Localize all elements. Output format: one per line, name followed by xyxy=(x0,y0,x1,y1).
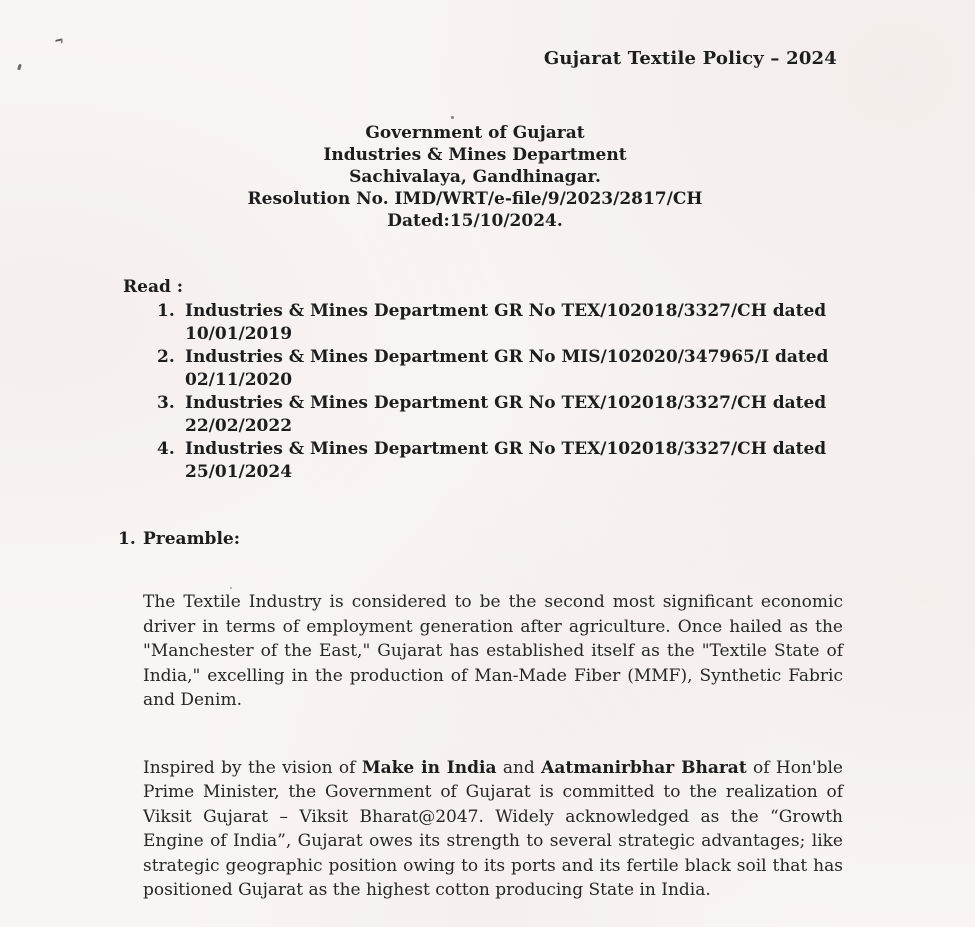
read-reference-item xyxy=(157,438,975,484)
list-item-number: 4. xyxy=(157,439,175,459)
letterhead-address: Sachivalaya, Gandhinagar. xyxy=(349,167,601,187)
gr-date: 02/11/2020 xyxy=(185,370,293,390)
letterhead-department: Industries & Mines Department xyxy=(323,145,627,165)
document-title: Gujarat Textile Policy – 2024 xyxy=(543,48,837,69)
letterhead-government: Government of Gujarat xyxy=(365,123,585,143)
gr-date: 22/02/2022 xyxy=(185,416,293,436)
list-item-text xyxy=(185,346,885,392)
preamble-paragraph-1: The Textile Industry is considered to be the second most significant economic driver in terms of employment generation after agriculture. Once hailed as the "Manchester of the East," Gujarat has established itself as the "Textile State of India," excelling in the production of Man-Made Fiber (MMF), Synthetic Fabric and Denim. xyxy=(143,592,843,710)
letterhead-date: Dated:15/10/2024. xyxy=(387,211,563,231)
list-item-text xyxy=(185,392,885,438)
read-label: Read : xyxy=(123,277,184,297)
list-item-number: 1. xyxy=(157,301,175,321)
list-item-number: 3. xyxy=(157,393,175,413)
preamble-heading xyxy=(118,528,975,550)
list-item-text xyxy=(185,438,885,484)
section-title: Preamble: xyxy=(143,529,240,549)
gr-date: 10/01/2019 xyxy=(185,324,293,344)
read-reference-item xyxy=(157,346,975,392)
read-section xyxy=(123,276,975,484)
scan-artifact-dot xyxy=(230,587,232,589)
list-item-text xyxy=(185,300,885,346)
gr-reference: Industries & Mines Department GR No TEX/102018/3327/CH dated xyxy=(185,439,827,459)
section-number: 1. xyxy=(118,529,136,549)
letterhead-block xyxy=(130,122,820,232)
gr-date: 25/01/2024 xyxy=(185,462,293,482)
read-reference-item xyxy=(157,392,975,438)
gr-reference: Industries & Mines Department GR No TEX/102018/3327/CH dated xyxy=(185,301,827,321)
scan-artifact-dot xyxy=(451,116,454,119)
preamble-paragraph-2: Inspired by the vision of Make in India and Aatmanirbhar Bharat of Hon'ble Prime Minister, the Government of Gujarat is committed to the realization of Viksit Gujarat – Viksit Bharat@2047. Widely acknowledged as the “Growth Engine of India”, Gujarat owes its strength to several strategic advantages; like strategic geographic position owing to its ports and its fertile black soil that has positioned Gujarat as the highest cotton producing State in India. xyxy=(143,757,843,900)
list-item-number: 2. xyxy=(157,347,175,367)
gr-reference: Industries & Mines Department GR No MIS/102020/347965/I dated xyxy=(185,347,829,367)
read-reference-item xyxy=(157,300,975,346)
read-reference-list xyxy=(157,300,975,484)
gr-reference: Industries & Mines Department GR No TEX/102018/3327/CH dated xyxy=(185,393,827,413)
letterhead-resolution-number: Resolution No. IMD/WRT/e-file/9/2023/2817/CH xyxy=(247,189,703,209)
